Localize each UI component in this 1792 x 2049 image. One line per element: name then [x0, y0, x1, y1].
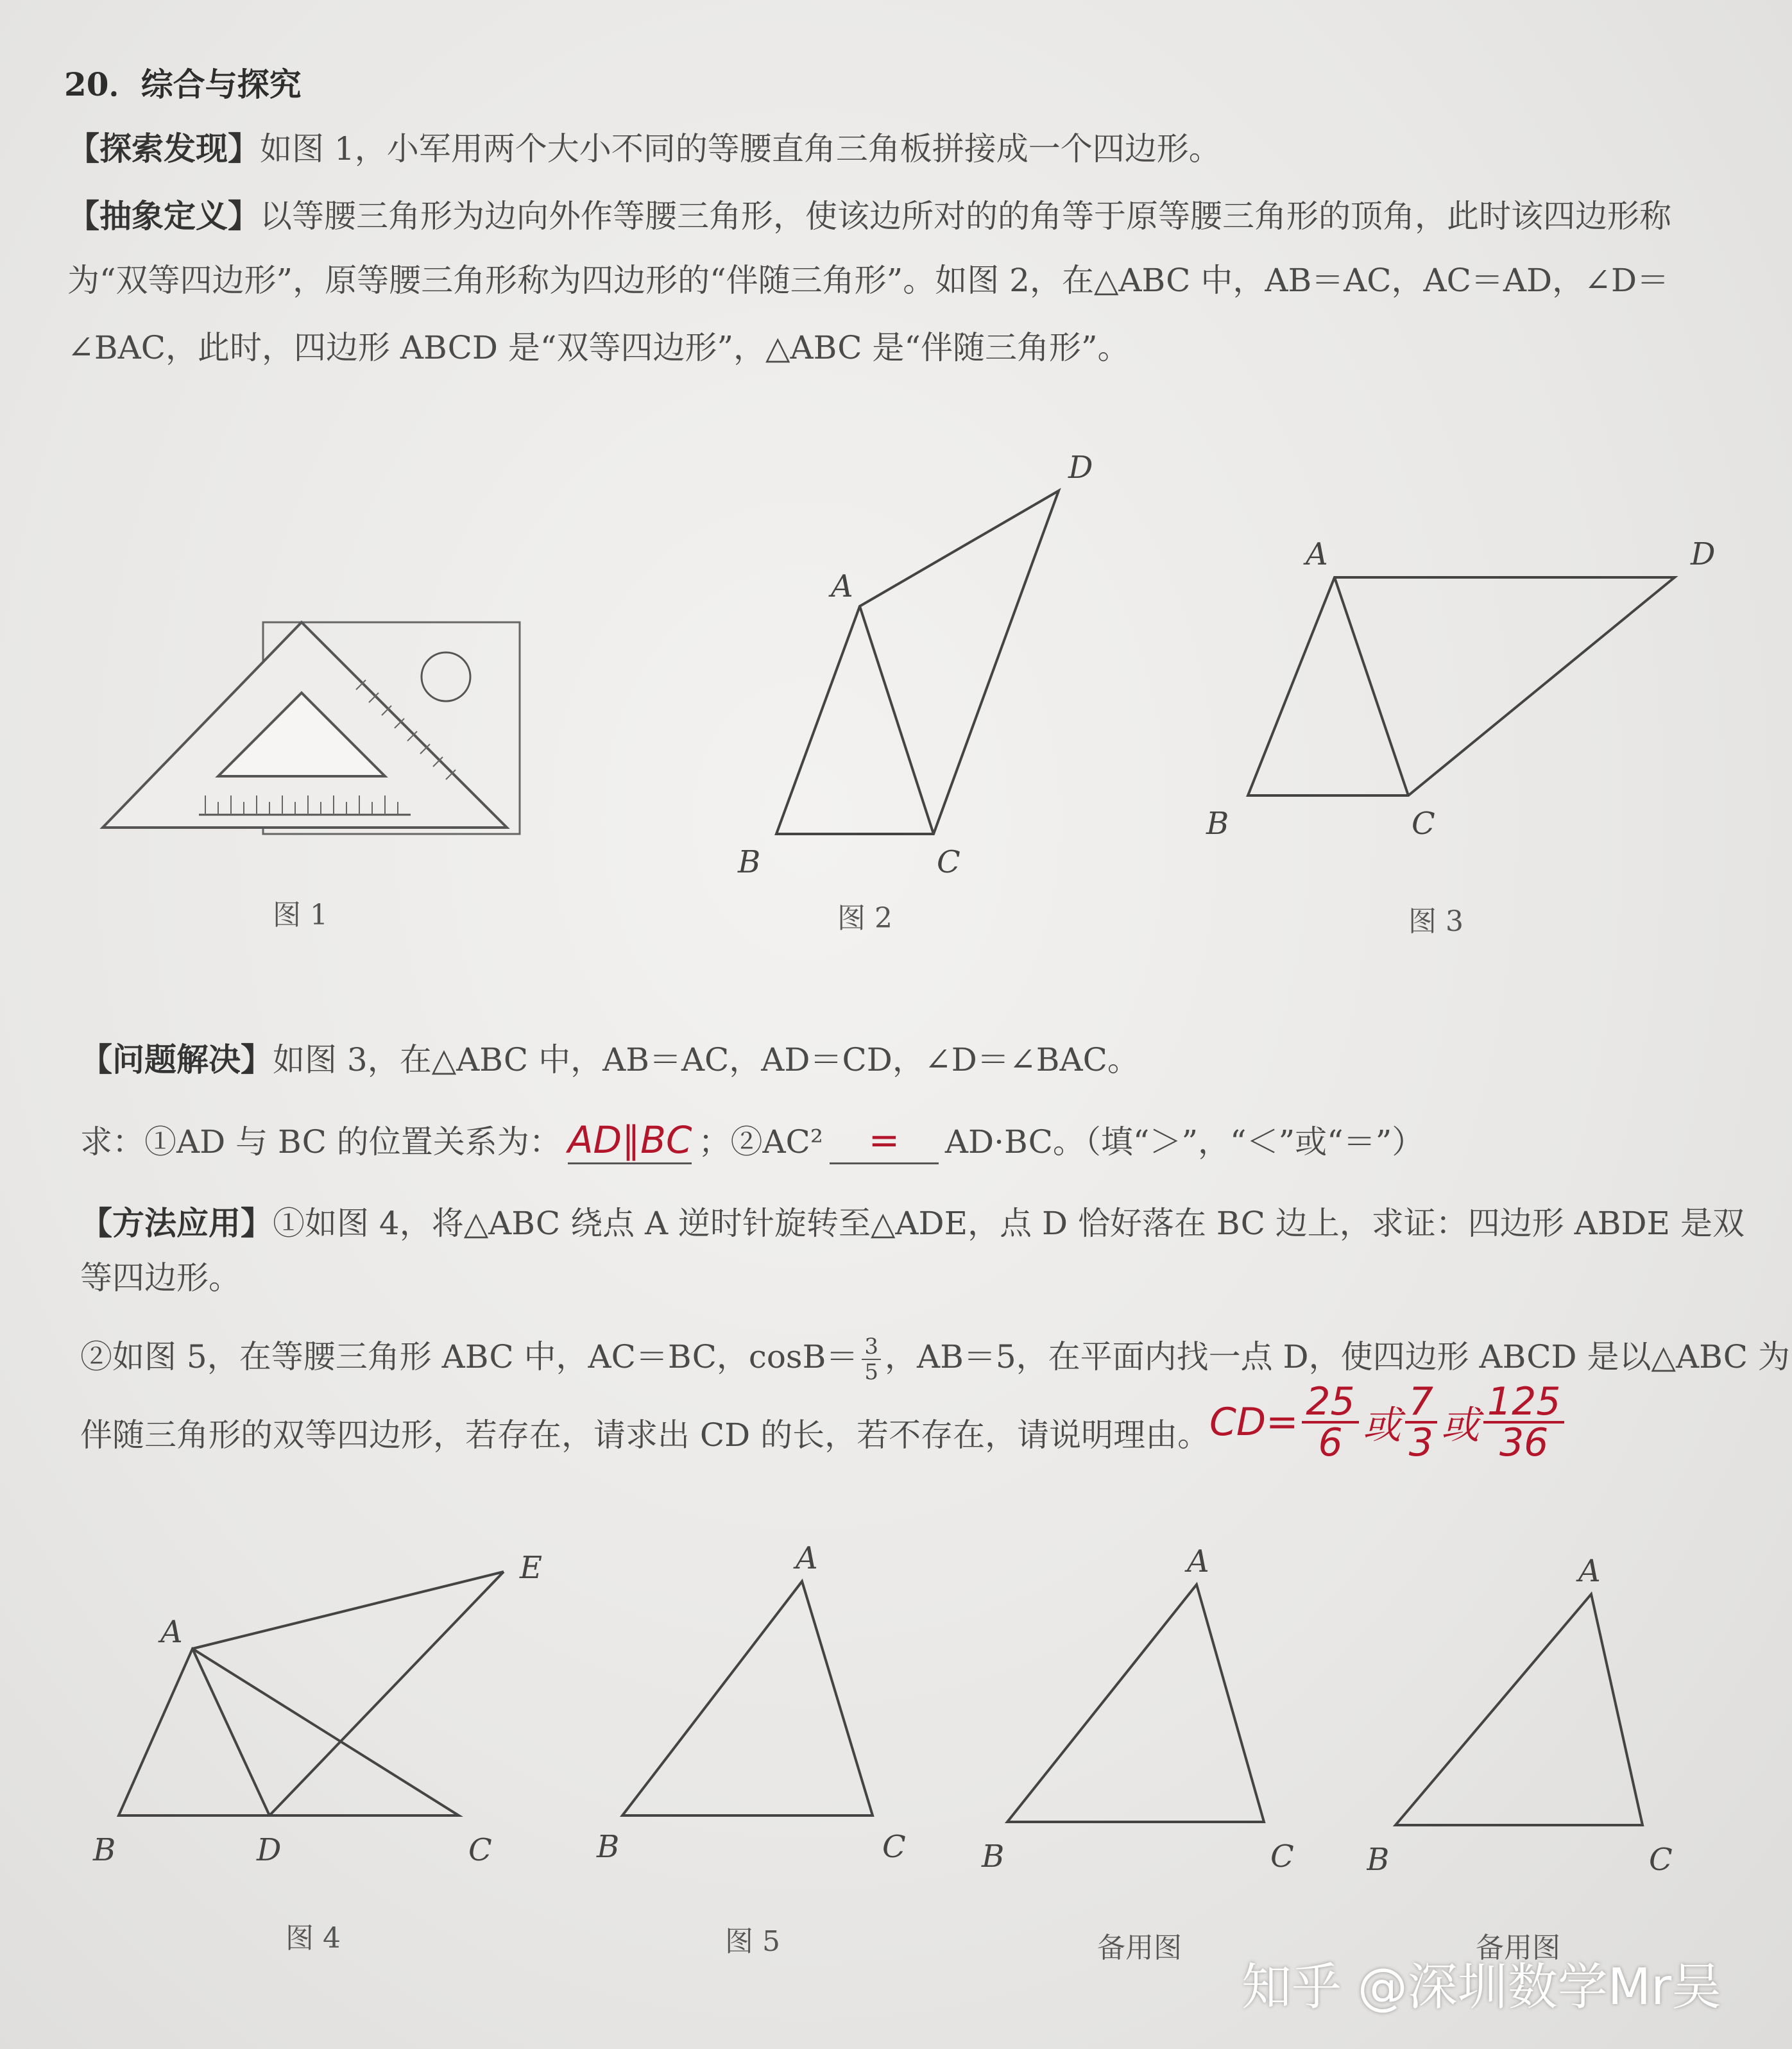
spare-figure-1 — [975, 1540, 1335, 1886]
caption-spare-2: 备用图 — [1476, 1932, 1560, 1964]
label-E: E — [520, 1550, 543, 1586]
handwritten-answer-1: AD∥BC — [567, 1118, 692, 1162]
answer-blank-1 — [568, 1119, 692, 1164]
label-A: A — [1187, 1543, 1209, 1579]
define-paragraph — [67, 196, 1671, 237]
handwritten-answer-2: = — [868, 1118, 900, 1162]
define-line-2: 为“双等四边形”，原等腰三角形称为四边形的“伴随三角形”。如图 2，在△ABC 中，AB＝AC，AC＝AD，∠D＝ — [67, 262, 1669, 299]
label-A: A — [160, 1614, 183, 1650]
segment-ac — [860, 606, 934, 834]
label-A: A — [1578, 1553, 1601, 1589]
caption-spare-1: 备用图 — [1097, 1932, 1182, 1964]
segment-ac — [1335, 577, 1408, 795]
label-C: C — [468, 1832, 492, 1868]
label-D: D — [257, 1832, 282, 1868]
part2-prefix: ②如图 5，在等腰三角形 ABC 中，AC＝BC，cosB＝ — [80, 1338, 858, 1375]
label-C: C — [1649, 1842, 1673, 1878]
problem-title: 20．综合与探究 — [64, 65, 302, 103]
part2-line-1 — [80, 1334, 1790, 1384]
explore-paragraph — [67, 128, 1221, 169]
figure-2 — [719, 443, 1142, 879]
triangle-abc — [119, 1649, 459, 1815]
caption-fig1: 图 1 — [273, 899, 328, 931]
label-B: B — [982, 1839, 1005, 1875]
method-line-1: ①如图 4，将△ABC 绕点 A 逆时针旋转至△ADE，点 D 恰好落在 BC 边上，求证：四边形 ABDE 是双 — [273, 1205, 1745, 1242]
solve-text: 如图 3，在△ABC 中，AB＝AC，AD＝CD，∠D＝∠BAC。 — [273, 1041, 1139, 1078]
ask-suffix: AD·BC。（填“＞”，“＜”或“＝”） — [944, 1123, 1424, 1161]
method-line-2: 等四边形。 — [80, 1259, 241, 1297]
cd-f2-denominator: 3 — [1408, 1420, 1433, 1465]
part2-line-2: 伴随三角形的双等四边形，若存在，请求出 CD 的长，若不存在，请说明理由。 — [80, 1416, 1210, 1454]
cd-prefix: CD= — [1209, 1400, 1299, 1445]
or-2: 或 — [1440, 1403, 1480, 1448]
label-B: B — [1367, 1842, 1390, 1878]
ask-prefix: 求：①AD 与 BC 的位置关系为： — [80, 1123, 561, 1161]
solve-paragraph — [80, 1039, 1139, 1080]
method-paragraph — [80, 1203, 1745, 1244]
handwritten-cd-answer — [1209, 1379, 1568, 1465]
label-A: A — [796, 1540, 818, 1576]
label-A: A — [1306, 536, 1328, 572]
caption-fig5: 图 5 — [725, 1925, 780, 1958]
cd-fraction-2 — [1405, 1379, 1437, 1465]
label-C: C — [937, 844, 960, 879]
label-B: B — [1206, 806, 1229, 842]
quad-abcd — [1248, 577, 1675, 795]
label-C: C — [1412, 806, 1435, 842]
label-B: B — [597, 1829, 620, 1865]
or-1: 或 — [1362, 1403, 1401, 1448]
spare-figure-2 — [1367, 1540, 1752, 1886]
cos-denominator: 5 — [864, 1359, 878, 1385]
cos-numerator: 3 — [862, 1334, 881, 1360]
define-tag: 【抽象定义】 — [67, 197, 260, 235]
watermark: 知乎 @深圳数学Mr吴 — [1242, 1959, 1722, 2016]
cd-f3-denominator: 36 — [1499, 1420, 1549, 1465]
label-B: B — [93, 1832, 116, 1868]
triangle-abc — [1395, 1594, 1643, 1825]
cd-fraction-3 — [1483, 1379, 1565, 1465]
figure-3 — [1193, 526, 1732, 853]
caption-fig2: 图 2 — [837, 902, 892, 935]
triangle-abc — [622, 1581, 873, 1815]
label-C: C — [882, 1829, 906, 1865]
cd-f2-numerator: 7 — [1405, 1382, 1437, 1424]
cd-f1-numerator: 25 — [1302, 1382, 1358, 1424]
label-B: B — [738, 844, 761, 879]
explore-tag: 【探索发现】 — [67, 130, 260, 167]
explore-text: 如图 1，小军用两个大小不同的等腰直角三角板拼接成一个四边形。 — [260, 130, 1221, 167]
protractor-circle — [422, 652, 470, 701]
figure-4 — [83, 1546, 584, 1880]
caption-fig4: 图 4 — [286, 1922, 341, 1955]
cos-fraction — [862, 1334, 881, 1384]
cd-f3-numerator: 125 — [1483, 1382, 1565, 1424]
define-line-3: ∠BAC，此时，四边形 ABCD 是“双等四边形”，△ABC 是“伴随三角形”。 — [67, 329, 1130, 366]
caption-fig3: 图 3 — [1408, 905, 1463, 938]
method-tag: 【方法应用】 — [80, 1204, 273, 1242]
label-D: D — [1691, 536, 1716, 572]
part2-suffix: ，AB＝5，在平面内找一点 D，使四边形 ABCD 是以△ABC 为 — [884, 1338, 1790, 1375]
segment-de — [269, 1572, 504, 1815]
cd-fraction-1 — [1302, 1379, 1358, 1465]
solve-tag: 【问题解决】 — [80, 1041, 273, 1078]
define-line-1: 以等腰三角形为边向外作等腰三角形，使该边所对的的角等于原等腰三角形的顶角，此时该四边形称 — [260, 198, 1671, 235]
ask-mid: ；②AC² — [698, 1123, 823, 1161]
figure-5 — [584, 1533, 917, 1880]
triangle-abc — [1007, 1585, 1264, 1822]
label-C: C — [1270, 1839, 1294, 1875]
label-D: D — [1068, 450, 1093, 486]
segment-ae — [192, 1572, 504, 1649]
cd-f1-denominator: 6 — [1318, 1420, 1343, 1465]
ask-line — [80, 1119, 1424, 1164]
label-A: A — [831, 568, 853, 604]
figure-1 — [90, 603, 526, 847]
answer-blank-2 — [830, 1119, 939, 1164]
